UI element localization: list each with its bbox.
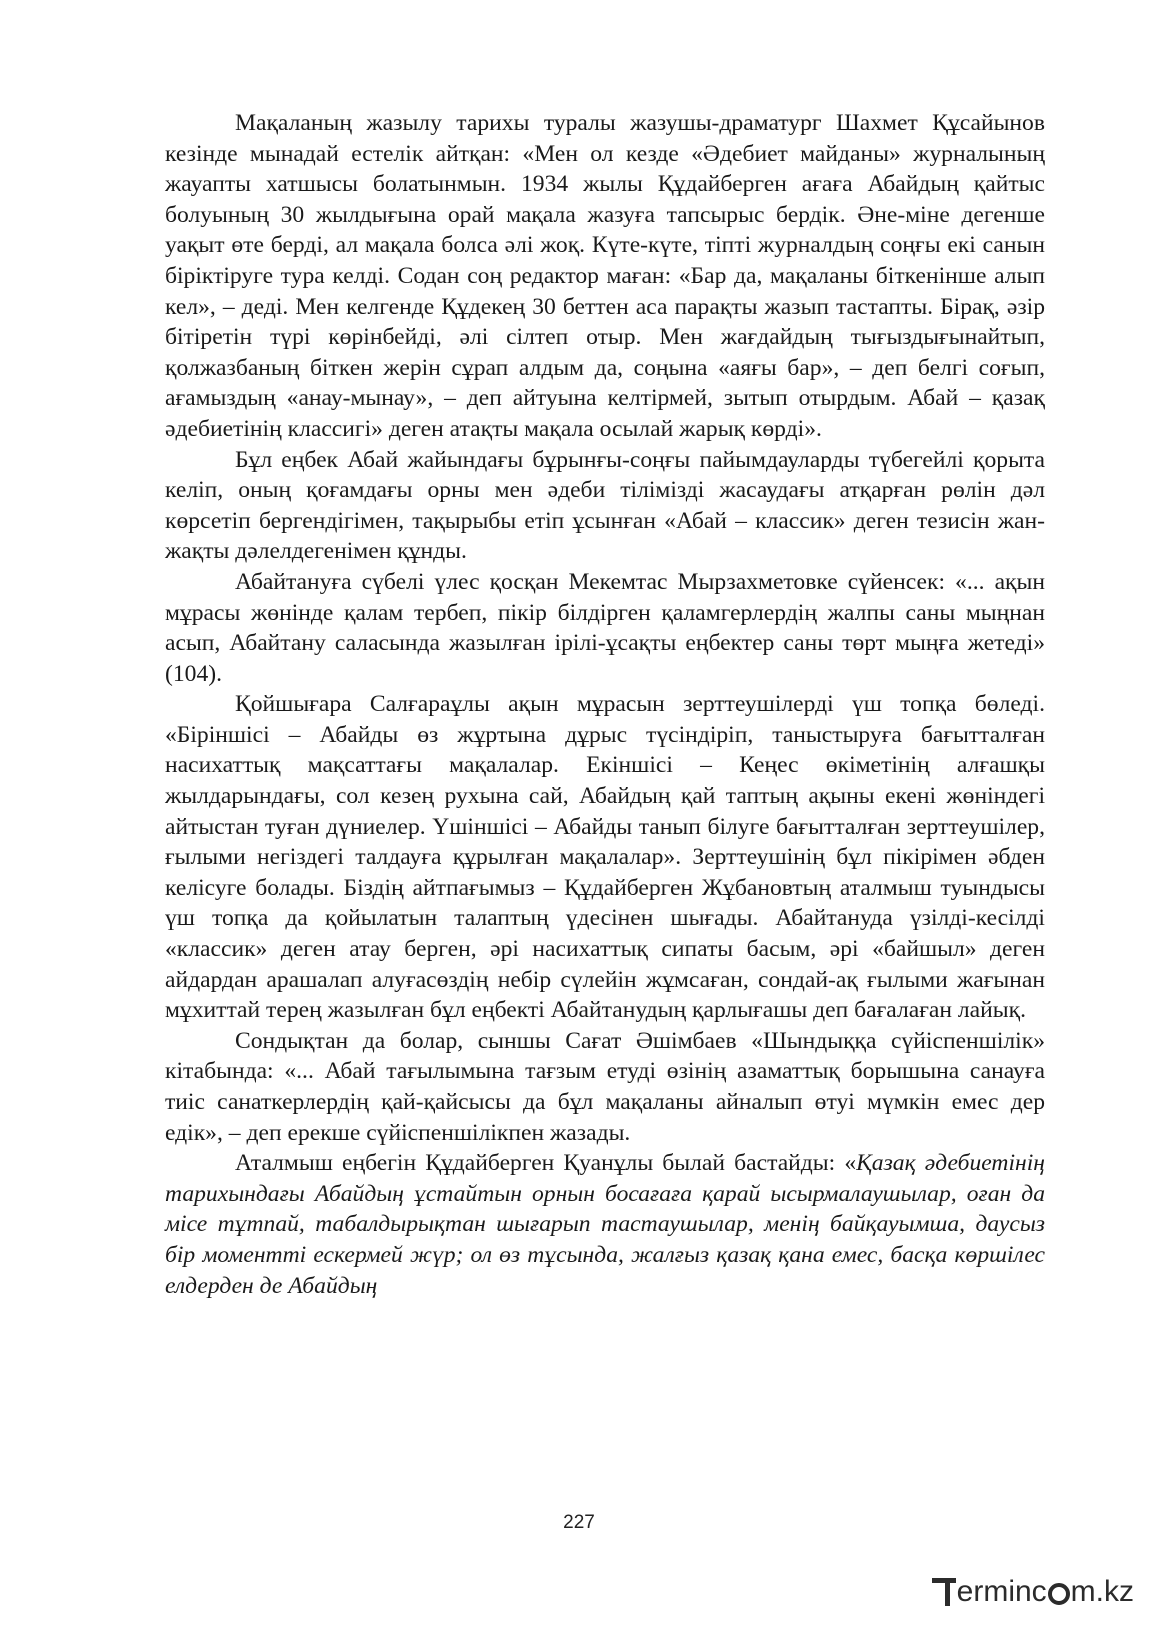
- paragraph-6-lead: Аталмыш еңбегін Құдайберген Қуанұлы былай бастайды: «: [235, 1150, 857, 1177]
- paragraph-6-quote: Қазақ әдебиетінің тарихындағы Абайдың ұстайтын орнын босағаға қарай ысырмалаушылар, оған да місе тұтпай, табалдырықтан шығарып тастаушылар, менің байқауымша, даусыз бір моментті ескермей жүр; ол өз тұсында, жалғыз қазақ қана емес, басқа көршілес елдерден де Абайдың: [165, 1150, 1045, 1299]
- site-watermark: [932, 1575, 1134, 1609]
- watermark-t-icon: [932, 1576, 956, 1608]
- paragraph-1: Мақаланың жазылу тарихы туралы жазушы-драматург Шахмет Құсайынов кезінде мынадай естелік айтқан: «Мен ол кезде «Әдебиет майданы» журналының жауапты хатшысы болатынмын. 1934 жылы Құдайберген ағаға Абайдың қайтыс болуының 30 жылдығына орай мақала жазуға тапсырыс бердік. Әне-міне дегенше уақыт өте берді, ал мақала болса әлі жоқ. Күте-күте, тіпті журналдың соңғы екі санын біріктіруге тура келді. Содан соң редактор маған: «Бар да, мақаланы біткенінше алып кел», – деді. Мен келгенде Құдекең 30 беттен аса парақты жазып тастапты. Бірақ, әзір бітіретін түрі көрінбейді, әлі сілтеп отыр. Мен жағдайдың тығыздығынайтып, қолжазбаның біткен жерін сұрап алдым да, соңына «аяғы бар», – деп белгі соғып, ағамыздың «анау-мынау», – деп айтуына келтірмей, зытып отырдым. Абай – қазақ әдебиетінің классигі» деген атақты мақала осылай жарық көрді».: [165, 110, 1045, 442]
- paragraph-5: Сондықтан да болар, сыншы Сағат Әшімбаев «Шындыққа сүйіспеншілік» кітабында: «... Абай тағылымына тағзым етуді өзінің азаматтық борышына санауға тиіс санаткерлердің қай-қайсысы да бұл мақаланы айналып өтуі мүмкін емес дер едік», – деп ерекше сүйіспеншілікпен жазады.: [165, 1027, 1045, 1146]
- watermark-text-middle: c: [1031, 1575, 1047, 1608]
- paragraph-4: Қойшығара Салғараұлы ақын мұрасын зерттеушілерді үш топқа бөледі. «Біріншісі – Абайды өз жұртына дұрыс түсіндіріп, таныстыруға бағытталған насихаттық мақсаттағы мақалалар. Екіншісі – Кеңес өкіметінің алғашқы жылдарындағы, сол кезең рухына сай, Абайдың қай таптың ақыны екені жөніндегі айтыстан туған дүниелер. Үшіншісі – Абайды танып білуге бағытталған зерттеушілер, ғылыми негіздегі талдауға құрылған мақалалар». Зерттеушінің бұл пікірімен әбден келісуге болады. Біздің айтпағымыз – Құдайберген Жұбановтың аталмыш туындысы үш топқа да қойылатын талаптың үдесінен шығады. Абайтануда үзілді-кесілді «классик» деген атау берген, әрі насихаттық сипаты басым, әрі «байшыл» деген айдардан арашалап алуғасөздің небір сүлейін жұмсаған, сондай-ақ ғылыми жағынан мұхиттай терең жазылған бұл еңбекті Абайтанудың қарлығашы деп бағалаған лайық.: [165, 691, 1045, 1024]
- page-number: 227: [563, 1512, 595, 1533]
- paragraph-3: Абайтануға сүбелі үлес қосқан Мекемтас Мырзахметовке сүйенсек: «... ақын мұрасы жөнінде қалам тербеп, пікір білдірген қаламгерлердің жалпы саны мыңнан асып, Абайтану саласында жазылған ірілі-ұсақты еңбектер саны төрт мыңға жетеді» (104).: [165, 568, 1045, 687]
- watermark-text-start: ermin: [956, 1575, 1032, 1608]
- watermark-o-icon: [1048, 1583, 1070, 1605]
- paragraph-2: Бұл еңбек Абай жайындағы бұрынғы-соңғы пайымдауларды түбегейлі қорыта келіп, оның қоғамдағы орны мен әдеби тілімізді жасаудағы атқарған рөлін дәл көрсетіп бергендігімен, тақырыбы етіп ұсынған «Абай – классик» деген тезисін жан-жақты дәлелдегенімен құнды.: [165, 446, 1045, 565]
- watermark-text-end: m.kz: [1070, 1575, 1134, 1608]
- document-body: [165, 108, 1045, 1301]
- paragraph-6: [165, 1148, 1045, 1301]
